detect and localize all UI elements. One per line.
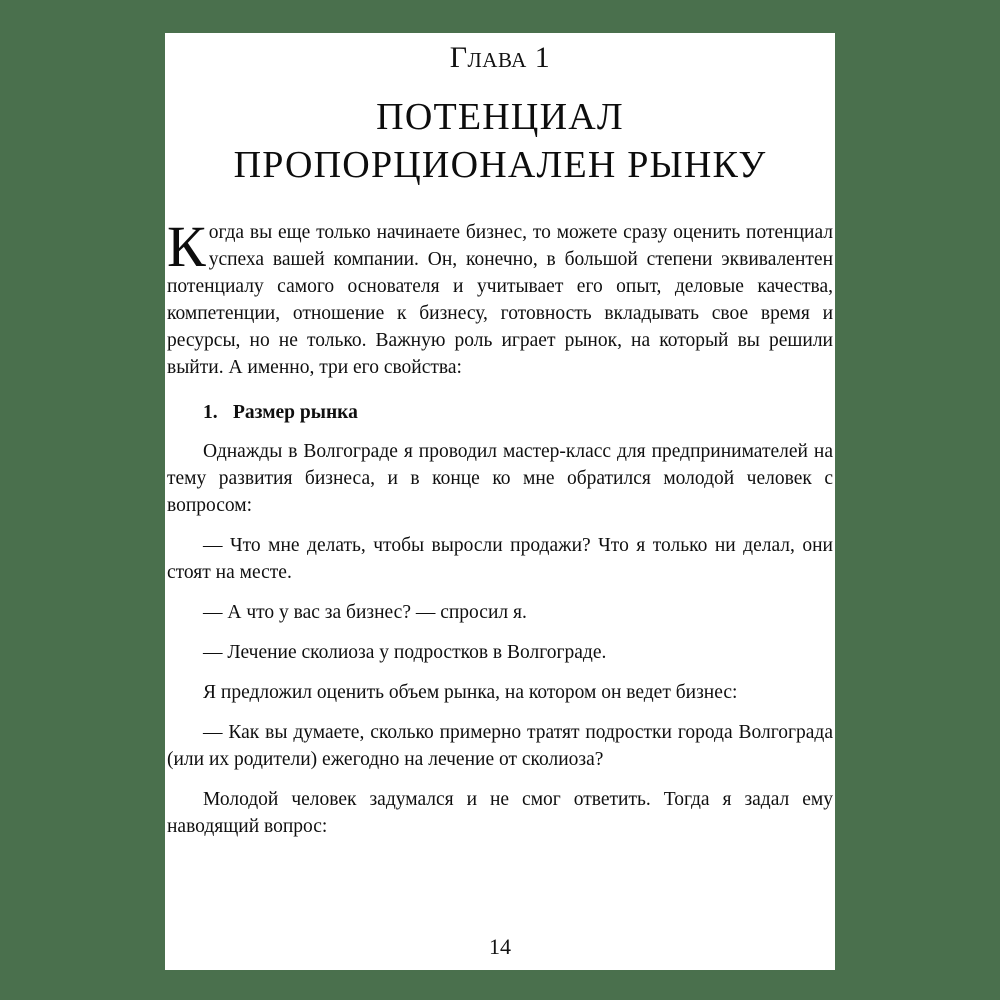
paragraph-4: — А что у вас за бизнес? — спросил я.: [203, 602, 527, 623]
paragraph-intro-text: огда вы еще только начинаете бизнес, то можете сразу оценить потенциал успеха вашей компании. Он, конечно, в большой степени эквивалентен потенциалу самого основателя и учитывает его опыт, деловые качества, компетенции, отношение к бизнесу, готовность вкладывать свое время и ресурсы, но не только. Важную роль играет рынок, на который вы решили выйти. А именно, три его свойства:: [167, 222, 833, 378]
list-item-number: 1.: [203, 402, 218, 423]
page-number: 14: [489, 934, 511, 959]
page-content-area: [167, 33, 833, 970]
list-item-label: Размер рынка: [233, 402, 358, 423]
paragraph-2: Однажды в Волгограде я проводил мастер-класс для предпринимателей на тему развития бизнеса, и в конце ко мне обратился молодой человек с вопросом:: [167, 441, 833, 516]
chapter-label: Глава 1: [449, 41, 551, 74]
chapter-title-line-1: ПОТЕНЦИАЛ: [376, 96, 624, 138]
paragraph-8: Молодой человек задумался и не смог ответить. Тогда я задал ему наводящий вопрос:: [167, 789, 833, 837]
chapter-title-line-2: ПРОПОРЦИОНАЛЕН РЫНКУ: [233, 144, 767, 186]
paragraph-7: — Как вы думаете, сколько примерно тратят подростки города Волгограда (или их родители) ежегодно на лечение от сколиоза?: [167, 722, 833, 770]
drop-cap: К: [167, 214, 206, 279]
page-title: [167, 75, 833, 189]
paragraph-3: — Что мне делать, чтобы выросли продажи? Что я только ни делал, они стоят на месте.: [167, 535, 833, 583]
paragraph-6: Я предложил оценить объем рынка, на котором он ведет бизнес:: [203, 682, 738, 703]
list-item: [167, 394, 833, 438]
paragraph-5: — Лечение сколиоза у подростков в Волгограде.: [203, 642, 607, 663]
paragraph-intro: [167, 214, 833, 394]
book-page: [165, 33, 835, 970]
body-text: [167, 189, 833, 853]
